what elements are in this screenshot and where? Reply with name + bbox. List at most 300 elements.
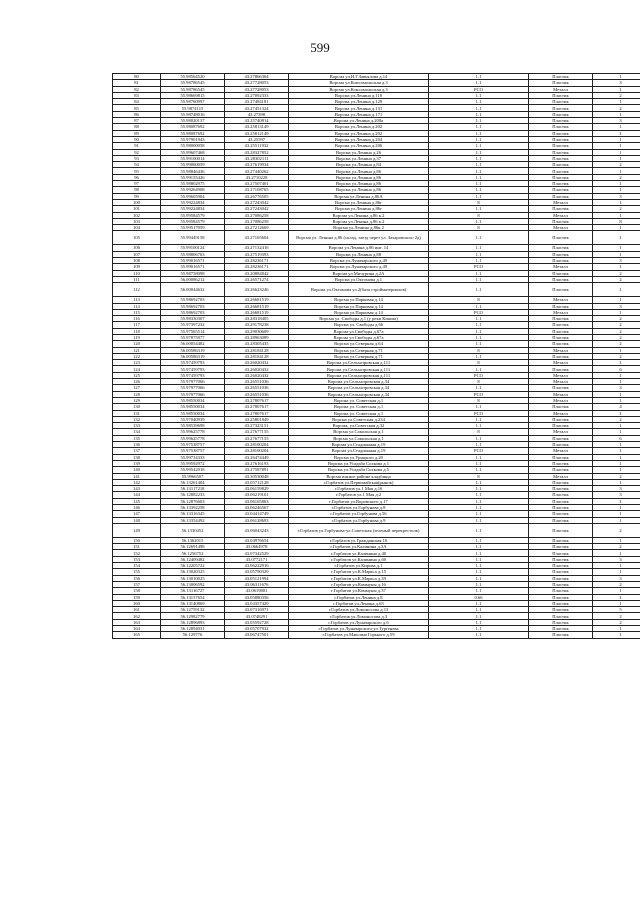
cell-container-material: Пластик	[529, 74, 593, 80]
cell-container-material: Пластик	[529, 492, 593, 498]
cell-latitude: 56.00044632	[161, 283, 225, 297]
cell-row-number: 82	[113, 86, 161, 92]
cell-latitude: 55.97977066	[161, 391, 225, 397]
cell-row-number: 86	[113, 111, 161, 117]
cell-container-count: 1	[593, 410, 640, 416]
cell-container-volume: 1.1	[429, 143, 529, 149]
cell-row-number: 144	[113, 492, 161, 498]
table-row	[113, 379, 640, 385]
table-row	[113, 80, 640, 86]
cell-container-count: 2	[593, 613, 640, 619]
cell-container-count: 2	[593, 162, 640, 168]
cell-container-volume: 1.1	[429, 258, 529, 264]
cell-row-number: 97	[113, 181, 161, 187]
cell-container-volume: 1.1	[429, 511, 529, 517]
cell-longitude: 43.27086258	[225, 212, 289, 218]
cell-address: г.Горбатов ул.Коммуны д.37	[289, 588, 429, 594]
cell-address: Ворсма ул.Ленина д.86А	[289, 193, 429, 199]
table-row	[113, 143, 640, 149]
cell-address: Ворсма ул.Северная д.71	[289, 353, 429, 359]
cell-latitude: 55.98087692	[161, 124, 225, 130]
cell-container-count: 2	[593, 270, 640, 276]
cell-row-number: 91	[113, 143, 161, 149]
cell-container-count: 1	[593, 199, 640, 205]
table-row	[113, 181, 640, 187]
cell-latitude: 56.13316345	[161, 511, 225, 517]
cell-row-number: 160	[113, 600, 161, 606]
cell-latitude: 55.97875977	[161, 334, 225, 340]
cell-latitude: 56.00086212	[161, 276, 225, 282]
table-row	[113, 632, 640, 638]
cell-container-volume: РСО	[429, 391, 529, 397]
table-row	[113, 479, 640, 485]
cell-container-volume: 1.1	[429, 479, 529, 485]
cell-address: Ворсма ул. Свободы д.66	[289, 322, 429, 328]
cell-container-material: Металл	[529, 372, 593, 378]
cell-container-material: Пластик	[529, 187, 593, 193]
cell-address: г.Горбатов ул.1 Мая д.16	[289, 486, 429, 492]
cell-row-number: 111	[113, 276, 161, 282]
cell-longitude: 43.20884842	[225, 270, 289, 276]
cell-latitude: 55.98846436	[161, 168, 225, 174]
table-row	[113, 385, 640, 391]
cell-address: г.Горбатов ул.Луначарского д.6	[289, 619, 429, 625]
cell-longitude: 43.27451324	[225, 105, 289, 111]
cell-longitude: 43.06222916	[225, 563, 289, 569]
cell-container-volume: 1.1	[429, 168, 529, 174]
cell-latitude: 55.99224834	[161, 199, 225, 205]
cell-container-volume: РСО	[429, 410, 529, 416]
cell-longitude: 43.27519393	[225, 251, 289, 257]
cell-longitude: 43.27484181	[225, 99, 289, 105]
cell-address: Ворсма ул.Ленина д.86 инт. 14	[289, 245, 429, 251]
cell-row-number: 122	[113, 353, 161, 359]
table-row	[113, 537, 640, 543]
cell-row-number: 83	[113, 92, 161, 98]
cell-latitude: 56.13392258	[161, 505, 225, 511]
cell-address: Ворсма ул.Парковая д.14	[289, 309, 429, 315]
cell-longitude: 43.07342529	[225, 550, 289, 556]
cell-address: г.Горбатов ул.Горбунова-ул.Советская (зеленый перекрестолк)	[289, 523, 429, 537]
cell-container-count: 1	[593, 511, 640, 517]
cell-container-material: Пластик	[529, 523, 593, 537]
cell-latitude: 56.12896893	[161, 619, 225, 625]
cell-container-material: Пластик	[529, 544, 593, 550]
cell-longitude: 43.27243042	[225, 206, 289, 212]
cell-address: Ворсма ул.Ленина д.86г	[289, 199, 429, 205]
cell-row-number: 110	[113, 270, 161, 276]
table-row	[113, 523, 640, 537]
table-row	[113, 366, 640, 372]
cell-container-volume: 1.1	[429, 517, 529, 523]
table-row	[113, 187, 640, 193]
cell-latitude: 55.99517059	[161, 225, 225, 231]
table-row	[113, 334, 640, 340]
table-row	[113, 569, 640, 575]
cell-longitude: 43.28100204	[225, 442, 289, 448]
cell-latitude: 55.98806763	[161, 251, 225, 257]
cell-latitude: 55.9874115	[161, 105, 225, 111]
cell-address: г.Горбатов ул.Горбунова д.56	[289, 511, 429, 517]
table-row	[113, 581, 640, 587]
cell-longitude: 43.26551036	[225, 379, 289, 385]
cell-address: Ворсма ул.Луначарского д.49	[289, 258, 429, 264]
cell-address: Ворсма ул.Сельхозровская д.34	[289, 379, 429, 385]
cell-container-material: Пластик	[529, 105, 593, 111]
cell-container-material: Пластик	[529, 511, 593, 517]
cell-row-number: 133	[113, 423, 161, 429]
cell-row-number: 95	[113, 168, 161, 174]
table-row	[113, 498, 640, 504]
cell-container-count: 1	[593, 550, 640, 556]
cell-container-volume: 1.1	[429, 556, 529, 562]
cell-container-material: Пластик	[529, 537, 593, 543]
cell-longitude: 43.0748291	[225, 613, 289, 619]
cell-address: Ворсма ул. Советская д.1	[289, 410, 429, 416]
cell-row-number: 104	[113, 225, 161, 231]
cell-container-material: Металл	[529, 473, 593, 479]
table-row	[113, 322, 640, 328]
cell-row-number: 89	[113, 130, 161, 136]
cell-latitude: 55.99607468	[161, 149, 225, 155]
cell-latitude: 56.12409482	[161, 556, 225, 562]
cell-row-number: 123	[113, 360, 161, 366]
cell-container-material: Пластик	[529, 600, 593, 606]
table-row	[113, 460, 640, 466]
cell-address: Ворсма ул.Сельхозровская д.34	[289, 391, 429, 397]
cell-row-number: 158	[113, 588, 161, 594]
cell-container-volume: РСО	[429, 448, 529, 454]
cell-address: Ворсма ул.Октомова ул.2(база стройматериалов)	[289, 283, 429, 297]
cell-row-number: 107	[113, 251, 161, 257]
cell-latitude: 55.97538757	[161, 448, 225, 454]
cell-longitude: 43.27132416	[225, 245, 289, 251]
cell-container-count: 2	[593, 416, 640, 422]
cell-container-count: 1	[593, 130, 640, 136]
cell-latitude: 55.98758098	[161, 270, 225, 276]
cell-longitude: 43.0664978	[225, 544, 289, 550]
cell-container-material: Пластик	[529, 416, 593, 422]
cell-container-volume: 1.1	[429, 563, 529, 569]
table-row	[113, 218, 640, 224]
cell-container-volume: 1.1	[429, 118, 529, 124]
cell-container-volume: 1.1	[429, 486, 529, 492]
cell-address: Ворсма ул.Ленина д.86г	[289, 206, 429, 212]
cell-latitude: 55.99542018	[161, 467, 225, 473]
cell-longitude: 43.26020432	[225, 366, 289, 372]
cell-container-count: 1	[593, 187, 640, 193]
cell-container-volume: РСО	[429, 309, 529, 315]
cell-row-number: 130	[113, 404, 161, 410]
cell-container-count: 1	[593, 264, 640, 270]
cell-address: Ворсма ул.Усадьба Сохкова д.5	[289, 467, 429, 473]
table-row	[113, 454, 640, 460]
cell-latitude: 55.98669815	[161, 92, 225, 98]
cell-latitude: 56.13010025	[161, 575, 225, 581]
cell-container-volume: 1.1	[429, 174, 529, 180]
cell-container-volume: 1.1	[429, 366, 529, 372]
cell-longitude: 43.28236171	[225, 264, 289, 270]
cell-address: г.Горбатов ул.Луначарского-ул.Тургенева	[289, 626, 429, 632]
cell-address: г.Горбатов ул.Гражданская 16	[289, 537, 429, 543]
cell-row-number: 88	[113, 124, 161, 130]
cell-address: Ворсма ул. Советская д.1	[289, 397, 429, 403]
cell-longitude: 43.27440262	[225, 168, 289, 174]
cell-container-volume: 1.1	[429, 74, 529, 80]
cell-row-number: 81	[113, 80, 161, 86]
cell-container-material: Пластик	[529, 460, 593, 466]
table-row	[113, 511, 640, 517]
table-row	[113, 486, 640, 492]
cell-address: г.Горбатов ул.Калинина д.60	[289, 556, 429, 562]
cell-latitude: 55.97565514	[161, 328, 225, 334]
cell-latitude: 55.98692703	[161, 303, 225, 309]
cell-container-material: Пластик	[529, 143, 593, 149]
cell-container-volume: 1.1	[429, 303, 529, 309]
cell-row-number: 150	[113, 537, 161, 543]
cell-latitude: 55.98550034	[161, 410, 225, 416]
cell-row-number: 132	[113, 416, 161, 422]
cell-address: Ворсма ул.Советская д.234	[289, 416, 429, 422]
cell-container-volume: 1.1	[429, 544, 529, 550]
cell-address: Ворсма ул.Ленина д.86	[289, 181, 429, 187]
cell-container-count: 1	[593, 124, 640, 130]
cell-address: Ворсма ул.Свободы д.67а	[289, 328, 429, 334]
cell-row-number: 80	[113, 74, 161, 80]
cell-container-material: Пластик	[529, 588, 593, 594]
cell-row-number: 138	[113, 454, 161, 460]
cell-longitude: 43.27807617	[225, 404, 289, 410]
cell-longitude: 43.06747501	[225, 632, 289, 638]
cell-latitude: 56.12876603	[161, 498, 225, 504]
cell-container-volume: 1.1	[429, 423, 529, 429]
cell-longitude: 43.05712128	[225, 479, 289, 485]
table-row	[113, 492, 640, 498]
cell-longitude: 43.06043243	[225, 523, 289, 537]
cell-latitude: 55.98692703	[161, 297, 225, 303]
cell-longitude: 43.05790329	[225, 569, 289, 575]
cell-address: г.Горбатов ул.Горбунова д.9	[289, 517, 429, 523]
cell-container-count: 1	[593, 347, 640, 353]
cell-container-material: Металл	[529, 309, 593, 315]
cell-address: Ворсма ул.Северная д.64	[289, 341, 429, 347]
cell-address: Ворсма ул.Ленина д.204	[289, 136, 429, 142]
cell-container-material: Пластик	[529, 632, 593, 638]
cell-container-volume: 8	[429, 225, 529, 231]
cell-latitude: 55.98087692	[161, 130, 225, 136]
cell-address: г.Горбатов ул.Первомайская(рынок)	[289, 479, 429, 485]
cell-container-count: 2	[593, 328, 640, 334]
cell-latitude: 56.13020325	[161, 569, 225, 575]
cell-container-count: 1	[593, 149, 640, 155]
cell-container-count: 1	[593, 442, 640, 448]
cell-container-material: Пластик	[529, 130, 593, 136]
cell-latitude: 56.13261404	[161, 479, 225, 485]
cell-container-material: Пластик	[529, 322, 593, 328]
table-row	[113, 174, 640, 180]
cell-longitude: 43.30530048	[225, 473, 289, 479]
cell-address: Ворсма ул.Ленина д.202	[289, 124, 429, 130]
table-row	[113, 607, 640, 613]
cell-row-number: 92	[113, 149, 161, 155]
cell-row-number: 161	[113, 607, 161, 613]
cell-longitude: 43.06219101	[225, 492, 289, 498]
cell-latitude: 56.129776	[161, 632, 225, 638]
cell-address: Ворсма ул.Ленина д.206	[289, 143, 429, 149]
cell-row-number: 90	[113, 136, 161, 142]
cell-address: Ворсма ул.Ленина д.86	[289, 168, 429, 174]
cell-latitude: 55.97040939	[161, 416, 225, 422]
cell-container-volume: 1.1	[429, 353, 529, 359]
cell-container-volume: 1.1	[429, 619, 529, 625]
cell-container-material: Пластик	[529, 303, 593, 309]
cell-container-count: 1	[593, 594, 640, 600]
cell-longitude: 43.07316971	[225, 607, 289, 613]
cell-address: Ворсма, ул.Советская д.32	[289, 423, 429, 429]
cell-row-number: 96	[113, 174, 161, 180]
cell-longitude: 43.28327852	[225, 149, 289, 155]
cell-container-material: Пластик	[529, 563, 593, 569]
cell-longitude: 43.05707932	[225, 626, 289, 632]
table-row	[113, 588, 640, 594]
cell-latitude: 55.99449158	[161, 231, 225, 245]
cell-longitude: 43.28302111	[225, 155, 289, 161]
cell-container-count: 1	[593, 231, 640, 245]
cell-container-count: 1	[593, 297, 640, 303]
cell-row-number: 126	[113, 379, 161, 385]
cell-container-count: 3	[593, 385, 640, 391]
cell-container-count: 1	[593, 379, 640, 385]
cell-row-number: 127	[113, 385, 161, 391]
cell-container-count: 2	[593, 334, 640, 340]
cell-longitude: 43.26020432	[225, 372, 289, 378]
table-row	[113, 258, 640, 264]
cell-row-number: 102	[113, 212, 161, 218]
cell-container-count: 1	[593, 245, 640, 251]
cell-container-volume: 0.66	[429, 594, 529, 600]
cell-container-material: Пластик	[529, 118, 593, 124]
cell-container-material: Пластик	[529, 569, 593, 575]
cell-latitude: 55.98692703	[161, 309, 225, 315]
cell-latitude: 55.97977066	[161, 379, 225, 385]
cell-longitude: 43.27398	[225, 111, 289, 117]
cell-latitude: 55.97459793	[161, 360, 225, 366]
cell-address: г.Горбатов ул.Ленина д.63	[289, 600, 429, 606]
table-row	[113, 563, 640, 569]
cell-container-count: 3	[593, 492, 640, 498]
cell-container-material: Металл	[529, 397, 593, 403]
cell-address: Ворсма ул.Ленина д.37	[289, 155, 429, 161]
table-row	[113, 372, 640, 378]
cell-longitude: 43.27866364	[225, 74, 289, 80]
cell-container-material: Металл	[529, 86, 593, 92]
cell-longitude: 43.27677155	[225, 435, 289, 441]
cell-longitude: 43.27108765	[225, 187, 289, 193]
cell-container-material: Пластик	[529, 258, 593, 264]
cell-longitude: 43.27243042	[225, 199, 289, 205]
cell-container-count: 1	[593, 99, 640, 105]
cell-address: Ворсма ул.Комсомольская д.3	[289, 80, 429, 86]
cell-container-material: Пластик	[529, 454, 593, 460]
cell-container-count: 1	[593, 467, 640, 473]
cell-container-volume: 1.1	[429, 193, 529, 199]
cell-latitude: 56.12982779	[161, 613, 225, 619]
table-row	[113, 360, 640, 366]
cell-address: Ворсма ул.И.Г.Завьялова д.14	[289, 74, 429, 80]
cell-address: г.Горбатов ул.Горбунова д.8	[289, 505, 429, 511]
cell-latitude: 55.98330307	[161, 316, 225, 322]
cell-container-material: Пластик	[529, 517, 593, 523]
table-row	[113, 404, 640, 410]
cell-container-material: Пластик	[529, 619, 593, 625]
cell-container-volume: 1.1	[429, 626, 529, 632]
cell-longitude: 43.26020432	[225, 360, 289, 366]
cell-container-volume: 1.1	[429, 231, 529, 245]
cell-container-material: Пластик	[529, 607, 593, 613]
cell-row-number: 136	[113, 442, 161, 448]
cell-container-volume: 1.1	[429, 569, 529, 575]
cell-container-volume: 1.1	[429, 588, 529, 594]
cell-container-volume: 1.1	[429, 575, 529, 581]
table-row	[113, 613, 640, 619]
cell-row-number: 164	[113, 626, 161, 632]
cell-container-volume: 8	[429, 397, 529, 403]
cell-container-count: 3	[593, 556, 640, 562]
table-row	[113, 130, 640, 136]
cell-container-material: Пластик	[529, 92, 593, 98]
cell-container-count: 1	[593, 423, 640, 429]
cell-latitude: 56.00054482	[161, 341, 225, 347]
cell-container-volume: 1.1	[429, 130, 529, 136]
cell-row-number: 125	[113, 372, 161, 378]
cell-longitude: 43.27619934	[225, 162, 289, 168]
cell-container-material: Пластик	[529, 581, 593, 587]
cell-container-count: 1	[593, 283, 640, 297]
cell-address: Ворсма ул.Ленина д.86к.2	[289, 225, 429, 231]
cell-container-volume: 1.1	[429, 187, 529, 193]
cell-latitude: 55.97397232	[161, 322, 225, 328]
cell-longitude: 43.27728053	[225, 86, 289, 92]
cell-row-number: 148	[113, 517, 161, 523]
cell-row-number: 112	[113, 283, 161, 297]
cell-longitude: 43.26571274	[225, 276, 289, 282]
cell-row-number: 98	[113, 187, 161, 193]
cell-latitude: 56.1256752	[161, 550, 225, 556]
cell-container-material: Пластик	[529, 251, 593, 257]
cell-row-number: 116	[113, 316, 161, 322]
cell-longitude: 43.05592728	[225, 619, 289, 625]
page-number: 599	[310, 40, 330, 55]
cell-container-volume: РСО	[429, 86, 529, 92]
cell-address: г.Горбатов ул.Воровского д.17	[289, 498, 429, 504]
cell-longitude: 43.26551036	[225, 385, 289, 391]
cell-address: Ворсма ул.Стадионная д.19	[289, 448, 429, 454]
cell-row-number: 128	[113, 391, 161, 397]
cell-container-count: 6	[593, 435, 640, 441]
cell-container-count: 2	[593, 206, 640, 212]
cell-address: Ворсма ул.Сокольская д.1	[289, 435, 429, 441]
cell-container-volume: 1.1	[429, 581, 529, 587]
cell-container-count: 3	[593, 193, 640, 199]
cell-container-material: Пластик	[529, 124, 593, 130]
cell-address: г.Горбатов ул.Калинина д.3А	[289, 544, 429, 550]
cell-container-volume: РСО	[429, 372, 529, 378]
cell-container-material: Пластик	[529, 80, 593, 86]
cell-row-number: 163	[113, 619, 161, 625]
cell-container-volume: 1.1	[429, 613, 529, 619]
table-row	[113, 99, 640, 105]
cell-container-count: 1	[593, 225, 640, 231]
